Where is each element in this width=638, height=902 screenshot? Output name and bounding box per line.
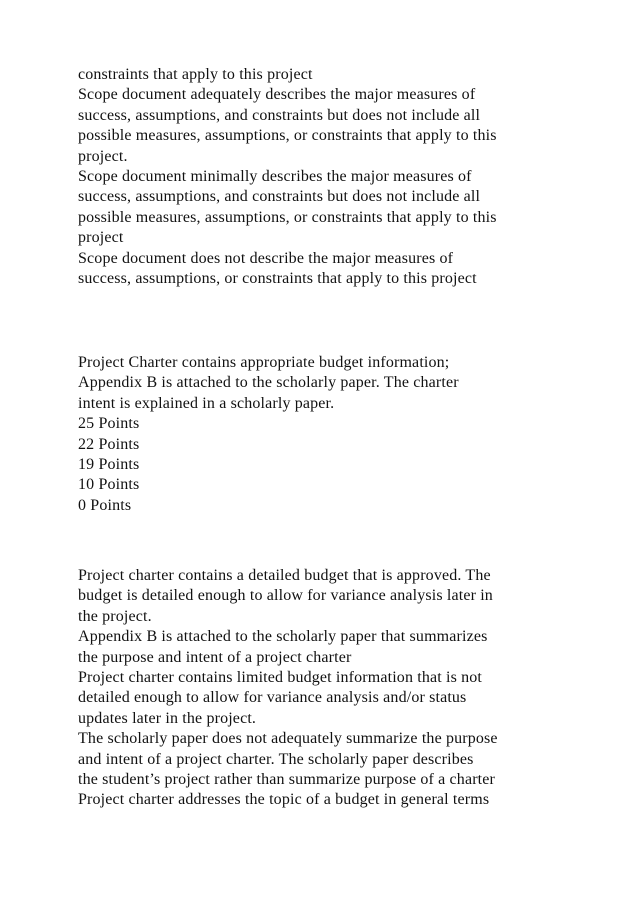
text-line: the purpose and intent of a project charter: [78, 648, 352, 666]
text-line: the project.: [78, 607, 152, 625]
text-line: success, assumptions, and constraints but does not include all: [78, 106, 481, 124]
text-line: 22 Points: [78, 435, 140, 453]
scope-criteria-block: [78, 65, 618, 289]
charter-budget-criterion-block: [78, 353, 618, 516]
text-line: Scope document adequately describes the major measures of: [78, 86, 476, 104]
text-line: updates later in the project.: [78, 709, 257, 727]
text-line: success, assumptions, and constraints but does not include all: [78, 188, 481, 206]
text-line: constraints that apply to this project: [78, 66, 313, 83]
text-line: and intent of a project charter. The scholarly paper describes: [78, 750, 474, 768]
text-line: budget is detailed enough to allow for variance analysis later in: [78, 587, 493, 605]
text-line: Appendix B is attached to the scholarly paper that summarizes: [78, 628, 488, 646]
text-line: success, assumptions, or constraints that apply to this project: [78, 270, 477, 288]
text-line: detailed enough to allow for variance analysis and/or status: [78, 689, 467, 707]
text-line: 25 Points: [78, 415, 140, 433]
text-line: Scope document minimally describes the major measures of: [78, 168, 472, 186]
text-line: Project Charter contains appropriate budget information;: [78, 354, 450, 371]
charter-rating-descriptions-block: [78, 566, 618, 811]
text-line: project.: [78, 147, 128, 165]
text-line: 19 Points: [78, 456, 140, 474]
text-line: 0 Points: [78, 496, 132, 514]
text-line: Appendix B is attached to the scholarly paper. The charter: [78, 374, 459, 392]
text-line: Project charter contains limited budget information that is not: [78, 669, 483, 687]
text-line: Project charter addresses the topic of a budget in general terms: [78, 791, 490, 809]
text-line: The scholarly paper does not adequately summarize the purpose: [78, 730, 498, 748]
text-line: Project charter contains a detailed budget that is approved. The: [78, 567, 491, 584]
text-line: Scope document does not describe the major measures of: [78, 249, 454, 267]
text-line: intent is explained in a scholarly paper.: [78, 394, 335, 412]
text-line: possible measures, assumptions, or constraints that apply to this: [78, 127, 497, 145]
text-line: project: [78, 229, 124, 247]
text-line: the student’s project rather than summarize purpose of a charter: [78, 771, 495, 789]
text-line: 10 Points: [78, 476, 140, 494]
text-line: possible measures, assumptions, or constraints that apply to this: [78, 208, 497, 226]
